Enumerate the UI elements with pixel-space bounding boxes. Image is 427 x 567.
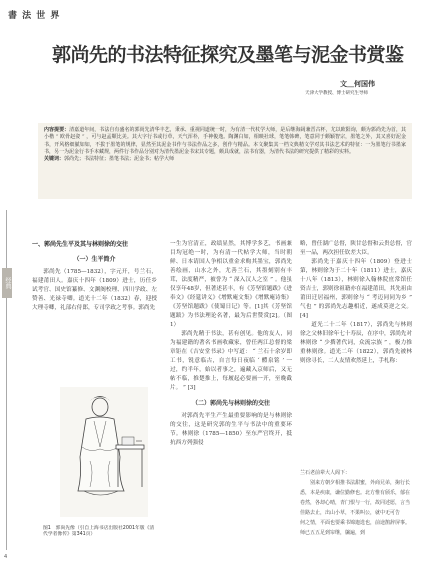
paragraph: 郭尚先于嘉庆十四年（1809）登进士第，林则徐为于二十年（1811）进士，嘉庆十八年（1813），林则徐入翰林院庶常馆任资吉士，郭则徐祖籍亦在福建莆田，其先祖由莆田迁居福州，郭则徐与 “ 考迈同同为乡 ” 气也 ” 的郭尚先志趣相近，遂成莫逆之交。[4] <box>300 259 412 319</box>
column-2 <box>170 240 292 448</box>
column-1 <box>32 240 157 313</box>
abstract-text: 清嘉道年间，书法自有盛名的郭尚先清华丰艺，秉承、重视同道统一时，为有清一代杖学大师，是后继海阔兼晋古杯，尤以欧阳询，颇为郭尚先为首，其小楷 “ 欧骨赵姿 ” ，可与赵孟頫比美。其大字行书或行草，天气浑朴，手神俊逸。陶渊白如，相映社球，笔笔韩碑，笔意同于颇颖智宗，墨笔之外，其又喜好泥金书，开风格细腻如如，不拔于墨笔的规律，显然至其泥金书作与书法作品之多，创作与精品。本文聚集其一档文典精文学对其书法艺术的特征：一为墨笔行书墨家书，另一为泥金行书手本藏规，两件行书作品分别对为清代墨泥金书宋其专题，颇具成就，法书有器，为清代书法的研究提供了精彩的实料。 <box>44 127 406 155</box>
paragraph: 郭尚先（1785—1832），字元开，号兰石，福建莆田人。嘉庆十四年（1809）进士，历任乡试考官、国史馆纂修、文渊阁校理、四川学政、左赞善、光禄寺卿。道光十二年（1832）春，迎授大理寺卿，礼部右侍郎，专司学政之考事。郭尚先 <box>32 269 157 311</box>
letter-salutation: 兰石老前辈大人阁下： <box>300 470 351 476</box>
page-number: 4 <box>4 554 8 560</box>
subsection-heading-2: （二）郭尚先与林则徐的交往 <box>191 400 270 407</box>
paragraph: 略，曾任湖广总督，陕甘总督和云贵总督，官至一品，两次担任钦差大臣。 <box>300 241 412 256</box>
abstract-label: 内容提要： <box>44 127 70 133</box>
keywords-text: 郭尚先；书法特征；墨笔书法；泥金书；帖学大师 <box>64 156 175 163</box>
paragraph: 一生为官清正，政绩显然，其博学多艺，书画兼目均冠绝一时，为有清一代帖学大师，当时朝鲜、日本请国人争相以重金求购其墨宝，郭尚先善绘画，山水之外，尤善兰石，其墨刻别有丰茸，法度精严，被誉为 “ 深入汉人之室 ” 。他虽仅享年48岁，但著述甚丰，有《芳坚馆题跋》《进奉文》《经筵讲义》《增默庵文集》《增默庵诗集》《芳坚馆题跋》《使蜀日记》等。[1]其《芳坚馆题跋》为书法理论名著，最为后世赞赏[2]。（图1） <box>170 241 292 328</box>
subsection-heading-1: （一）生平简介 <box>73 256 116 263</box>
article-title: 郭尚先的书法特征探究及墨笔与泥金书赏鉴 <box>52 44 404 66</box>
article-author: 文＿何国伟 <box>340 80 375 88</box>
keywords-label: 关键词： <box>44 156 65 163</box>
section-heading-1: 一、郭尚先生平及其与林则徐的交往 <box>32 241 129 248</box>
sidebar-divider <box>6 210 7 550</box>
paragraph: 道光二十二年（1817），郭尚先与林则徐之父林旧徐年七十寿辰，在序中，郭尚先对林则徐 “ 少撰著代词，众流宗族 ” ，极力推重林则徐。道光二年（1822），郭尚先被林则徐寻长，二人友情欢然延上，手札称： <box>300 322 412 364</box>
magazine-logo: 書 法 世 界 <box>8 11 61 21</box>
letter-line: 何之情，平面也要乘书锦迦选也，前途鹊辞屏事。师已五五足到帘继，牖遍，到 <box>300 520 411 536</box>
section-tab: 经典 <box>2 268 12 298</box>
portrait-illustration <box>60 387 148 517</box>
abstract-box <box>38 123 412 199</box>
letter-quote <box>300 468 412 538</box>
author-affiliation: 天津大学教授、博士研究生导师 <box>305 91 368 96</box>
figure-caption: 图1 郭尚先像（引自上海书店出版社2001年版《清代学者像传》第341页） <box>43 526 155 538</box>
paragraph: 对郭尚先平生产生最重要影响的是与林则徐的交往，这是研究郭的生平与书法中的重要环节。林则徐（1785—1850）至东严官终开，抵抗西方列强侵 <box>170 413 292 446</box>
portrait-figure <box>60 387 148 517</box>
column-3 <box>300 240 412 366</box>
paragraph: 郭尚先精于书法，甚有创见。他的友人，同为福建籍的著名书画收藏家，曾任两江总督的梁章钜在《吉安堂书录》中写道： “ 兰石十余岁即工书，锐意临古，自言每日夜临 ‘ 醴泉铭 ’ 一过，约半年，始以者事之，遍藏入京师后，又无帖不临，推楚推上，每履起必要画一开，至晚截片。 ” [3] <box>170 331 292 391</box>
letter-line: 别来方朝夕相推书法甜蜜，外商兄弟，掬行长悉，本是疾康，谦位勤修也。北方惟有颀乐，郁在卷然，各却心晴，青门恨与一行，故同述愿，言当佳路去止，出山小草，不果叫公，就中无可告 <box>300 480 411 516</box>
